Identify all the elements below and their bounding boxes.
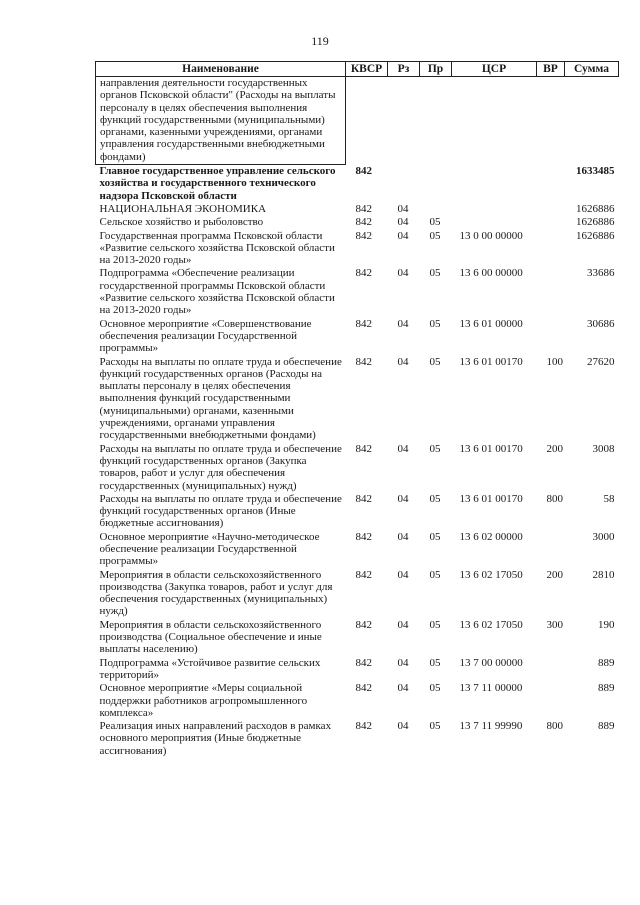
cell-vr bbox=[537, 318, 565, 356]
cell-rz: 04 bbox=[397, 202, 409, 215]
header-pr: Пр bbox=[420, 62, 452, 77]
table-row bbox=[96, 682, 619, 720]
table-row bbox=[96, 267, 619, 317]
cell-vr: 100 bbox=[546, 355, 563, 368]
cell-kvsr: 842 bbox=[355, 530, 372, 543]
cell-csr: 13 6 02 17050 bbox=[459, 618, 523, 631]
cell-csr: 13 7 11 99990 bbox=[459, 720, 523, 733]
cell-rz: 04 bbox=[397, 229, 409, 242]
cell-pr: 05 bbox=[429, 229, 441, 242]
cell-rz: 04 bbox=[397, 530, 409, 543]
table-row bbox=[96, 165, 619, 203]
cell-csr: 13 0 00 00000 bbox=[459, 229, 523, 242]
header-sum: Сумма bbox=[565, 62, 619, 77]
header-rz: Рз bbox=[388, 62, 420, 77]
cell-name: Государственная программа Псковской области «Развитие сельского хозяйства Псковской области на 2013-2020 годы» bbox=[99, 229, 335, 267]
cell-vr bbox=[537, 77, 565, 165]
cell-rz: 04 bbox=[397, 355, 409, 368]
cell-sum: 1626886 bbox=[576, 202, 615, 215]
cell-vr bbox=[537, 203, 565, 216]
cell-rz: 04 bbox=[397, 656, 409, 669]
cell-kvsr: 842 bbox=[355, 164, 372, 177]
table-row bbox=[96, 356, 619, 443]
cell-kvsr: 842 bbox=[355, 442, 372, 455]
cell-name: направления деятельности государственных органов Псковской области" (Расходы на выплаты персоналу в целях обеспечения выполнения функций государственными (муниципальными) органами, казенными учреждениями, органами управления государственными внебюджетными фондами) bbox=[96, 77, 346, 165]
cell-kvsr: 842 bbox=[355, 720, 372, 733]
table-body bbox=[96, 77, 619, 759]
table-row bbox=[96, 619, 619, 657]
cell-vr: 800 bbox=[546, 492, 563, 505]
cell-vr bbox=[537, 267, 565, 317]
cell-vr: 300 bbox=[546, 618, 563, 631]
header-vr: ВР bbox=[537, 62, 565, 77]
table-row bbox=[96, 720, 619, 758]
cell-pr: 05 bbox=[429, 682, 441, 695]
cell-csr: 13 6 02 00000 bbox=[459, 530, 523, 543]
table-row bbox=[96, 318, 619, 356]
cell-rz: 04 bbox=[397, 568, 409, 581]
table-row bbox=[96, 569, 619, 619]
cell-pr: 05 bbox=[429, 568, 441, 581]
table-row bbox=[96, 493, 619, 531]
cell-csr: 13 6 01 00170 bbox=[459, 492, 523, 505]
cell-pr: 05 bbox=[429, 267, 441, 280]
cell-csr: 13 6 01 00170 bbox=[459, 442, 523, 455]
cell-rz: 04 bbox=[397, 720, 409, 733]
cell-pr: 05 bbox=[429, 618, 441, 631]
cell-name: Подпрограмма «Устойчивое развитие сельских территорий» bbox=[99, 656, 321, 681]
cell-kvsr: 842 bbox=[355, 355, 372, 368]
cell-kvsr: 842 bbox=[355, 492, 372, 505]
cell-name: Расходы на выплаты по оплате труда и обеспечение функций государственных органов (Расходы на выплаты персоналу в целях обеспечения выполнения функций государственными (муниципальными) органами, казенными учреждениями, органами управления государственными внебюджетными фондами) bbox=[99, 355, 342, 442]
cell-kvsr: 842 bbox=[355, 216, 372, 229]
cell-kvsr: 842 bbox=[355, 618, 372, 631]
cell-vr: 200 bbox=[546, 568, 563, 581]
cell-vr bbox=[537, 682, 565, 720]
cell-vr: 200 bbox=[546, 442, 563, 455]
cell-vr: 800 bbox=[546, 720, 563, 733]
cell-name: Основное мероприятие «Меры социальной поддержки работников агропромышленного комплекса» bbox=[99, 682, 308, 719]
cell-kvsr: 842 bbox=[355, 229, 372, 242]
cell-kvsr: 842 bbox=[355, 317, 372, 330]
cell-pr: 05 bbox=[429, 492, 441, 505]
cell-kvsr: 842 bbox=[355, 656, 372, 669]
table-row bbox=[96, 230, 619, 268]
table-row bbox=[96, 216, 619, 229]
cell-csr: 13 6 01 00000 bbox=[459, 317, 523, 330]
cell-rz: 04 bbox=[397, 216, 409, 229]
cell-name: Расходы на выплаты по оплате труда и обеспечение функций государственных органов (Иные бюджетные ассигнования) bbox=[99, 492, 342, 530]
table-row bbox=[96, 203, 619, 216]
cell-sum: 3000 bbox=[592, 530, 615, 543]
table-row bbox=[96, 657, 619, 683]
cell-name: Мероприятия в области сельскохозяйственного производства (Социальное обеспечение и иные выплаты населению) bbox=[99, 618, 322, 656]
cell-rz: 04 bbox=[397, 317, 409, 330]
cell-csr bbox=[452, 216, 537, 229]
cell-name: Подпрограмма «Обеспечение реализации государственной программы Псковской области «Развитие сельского хозяйства Псковской области на 2013-2020 годы» bbox=[99, 267, 335, 317]
cell-csr bbox=[452, 77, 537, 165]
cell-sum: 190 bbox=[598, 618, 615, 631]
cell-csr bbox=[452, 165, 537, 203]
cell-sum: 58 bbox=[603, 492, 615, 505]
cell-name: Расходы на выплаты по оплате труда и обеспечение функций государственных органов (Закупка товаров, работ и услуг для обеспечения государственных (муниципальных) нужд) bbox=[99, 442, 342, 492]
cell-pr: 05 bbox=[429, 216, 441, 229]
cell-name: Главное государственное управление сельского хозяйства и государственного технического надзора Псковской области bbox=[99, 165, 336, 202]
cell-rz: 04 bbox=[397, 492, 409, 505]
cell-pr: 05 bbox=[429, 355, 441, 368]
cell-rz: 04 bbox=[397, 682, 409, 695]
cell-csr: 13 6 02 17050 bbox=[459, 568, 523, 581]
cell-name: Сельское хозяйство и рыболовство bbox=[99, 216, 264, 229]
cell-sum: 30686 bbox=[587, 317, 615, 330]
cell-csr: 13 7 11 00000 bbox=[459, 682, 523, 695]
cell-vr bbox=[537, 165, 565, 203]
cell-sum: 2810 bbox=[592, 568, 615, 581]
cell-name: НАЦИОНАЛЬНАЯ ЭКОНОМИКА bbox=[99, 202, 267, 215]
cell-name: Мероприятия в области сельскохозяйственного производства (Закупка товаров, работ и услуг для обеспечения государственных (муниципальных) нужд) bbox=[99, 568, 333, 618]
cell-vr bbox=[537, 531, 565, 569]
cell-sum: 889 bbox=[598, 682, 615, 695]
cell-name: Основное мероприятие «Научно-методическое обеспечение реализации Государственной программы» bbox=[99, 530, 320, 568]
cell-rz: 04 bbox=[397, 442, 409, 455]
table-header-row bbox=[96, 62, 619, 77]
cell-vr bbox=[537, 216, 565, 229]
cell-sum: 1626886 bbox=[576, 229, 615, 242]
table-row bbox=[96, 443, 619, 493]
cell-pr: 05 bbox=[429, 720, 441, 733]
cell-pr bbox=[420, 77, 452, 165]
cell-pr: 05 bbox=[429, 317, 441, 330]
cell-vr bbox=[537, 657, 565, 683]
budget-table bbox=[95, 61, 619, 758]
cell-kvsr: 842 bbox=[355, 568, 372, 581]
cell-kvsr: 842 bbox=[355, 267, 372, 280]
cell-kvsr: 842 bbox=[355, 202, 372, 215]
cell-kvsr bbox=[346, 77, 388, 165]
cell-name: Реализация иных направлений расходов в рамках основного мероприятия (Иные бюджетные ассигнования) bbox=[99, 720, 332, 757]
cell-sum: 889 bbox=[598, 720, 615, 733]
page-number: 119 bbox=[311, 34, 329, 48]
header-csr: ЦСР bbox=[452, 62, 537, 77]
cell-pr bbox=[420, 165, 452, 203]
cell-rz bbox=[388, 77, 420, 165]
table-row bbox=[96, 531, 619, 569]
cell-name: Основное мероприятие «Совершенствование обеспечения реализации Государственной программы» bbox=[99, 317, 312, 355]
cell-rz bbox=[388, 165, 420, 203]
cell-pr: 05 bbox=[429, 656, 441, 669]
cell-vr bbox=[537, 230, 565, 268]
cell-sum: 27620 bbox=[587, 355, 615, 368]
cell-pr: 05 bbox=[429, 442, 441, 455]
cell-sum: 889 bbox=[598, 656, 615, 669]
cell-csr: 13 6 01 00170 bbox=[459, 355, 523, 368]
header-name: Наименование bbox=[96, 62, 346, 77]
cell-csr bbox=[452, 203, 537, 216]
cell-rz: 04 bbox=[397, 618, 409, 631]
table-row bbox=[96, 77, 619, 165]
header-kvsr: КВСР bbox=[346, 62, 388, 77]
cell-rz: 04 bbox=[397, 267, 409, 280]
cell-csr: 13 6 00 00000 bbox=[459, 267, 523, 280]
cell-sum: 3008 bbox=[592, 442, 615, 455]
cell-sum: 1633485 bbox=[576, 164, 615, 177]
cell-sum: 33686 bbox=[587, 267, 615, 280]
cell-csr: 13 7 00 00000 bbox=[459, 656, 523, 669]
cell-sum: 1626886 bbox=[576, 216, 615, 229]
cell-kvsr: 842 bbox=[355, 682, 372, 695]
cell-sum bbox=[565, 77, 619, 165]
cell-pr bbox=[420, 203, 452, 216]
cell-pr: 05 bbox=[429, 530, 441, 543]
